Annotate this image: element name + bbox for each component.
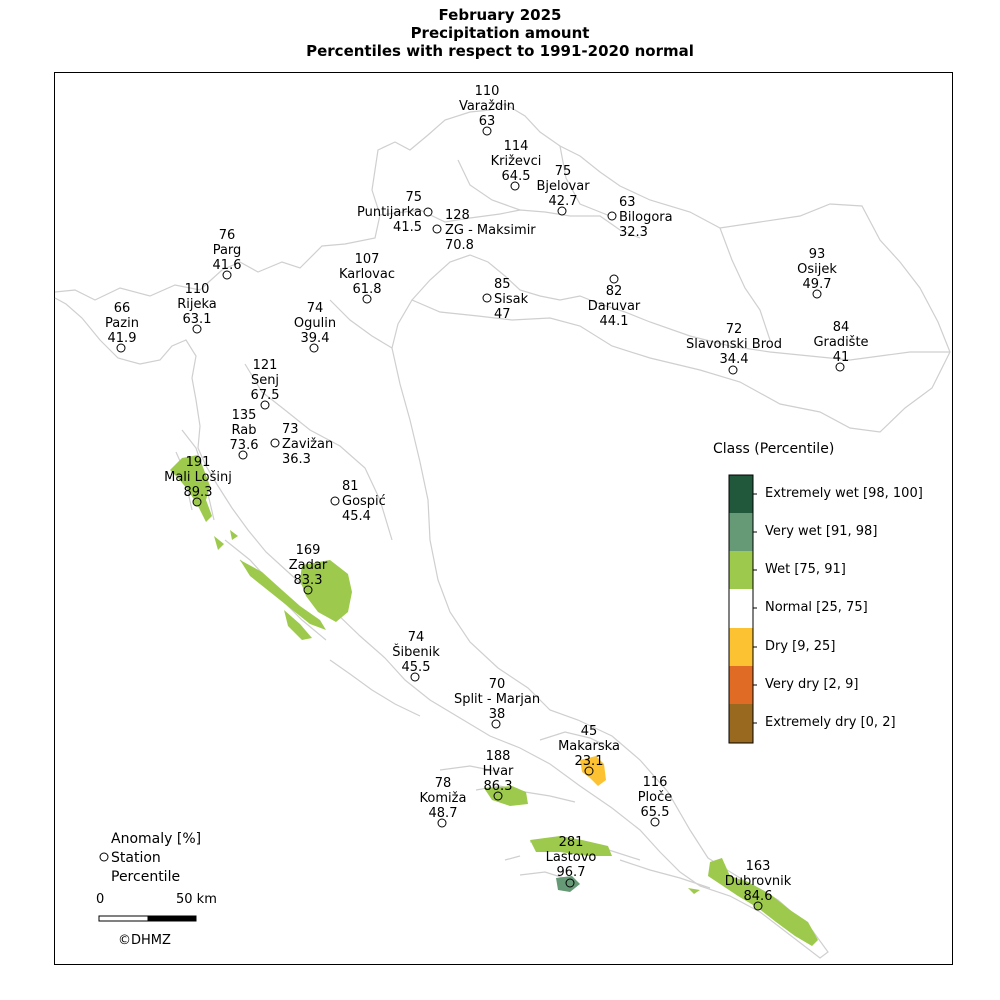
percentile-value: 23.1 [574,754,604,769]
percentile-value: 41.6 [212,258,242,273]
station-name: Puntijarka [357,205,422,220]
station-label-mali-losinj [164,455,232,500]
anomaly-value: 63 [619,195,636,210]
anomaly-value: 114 [503,139,529,154]
anomaly-value: 70 [488,677,506,692]
station-label-sisak [494,277,528,322]
percentile-value: 73.6 [229,438,259,453]
title-line-2: Precipitation amount [410,24,590,42]
percentile-value: 65.5 [640,805,670,820]
station-label-parg [213,228,242,273]
station-label-karlovac [339,252,395,297]
station-legend [111,830,201,887]
station-label-gradiste [813,320,868,365]
legend-title: Class (Percentile) [713,441,835,457]
station-name: Ogulin [293,316,337,331]
percentile-value: 64.5 [501,169,531,184]
station-name: Karlovac [339,267,395,282]
station-name: Dubrovnik [724,874,792,889]
station-label-ogulin [294,301,336,346]
anomaly-value: 74 [407,630,425,645]
station-label-ploce [638,775,673,820]
percentile-value: 86.3 [483,779,513,794]
percentile-value: 39.4 [300,331,330,346]
percentile-value: 42.7 [548,194,578,209]
station-label-varazdin [459,84,515,129]
percentile-value: 67.5 [250,388,280,403]
anomaly-value: 75 [405,190,422,205]
station-marker-daruvar [610,275,618,283]
anomaly-value: 116 [642,775,668,790]
percentile-value: 48.7 [428,806,458,821]
anomaly-value: 93 [808,247,826,262]
anomaly-value: 78 [434,776,452,791]
percentile-value: 44.1 [599,314,629,329]
percentile-value: 34.4 [719,352,749,367]
legend-colorbar [729,475,757,743]
legend-label-very-dry: Very dry [2, 9] [765,677,859,692]
station-legend-percentile: Percentile [111,869,181,885]
station-name: Bjelovar [536,179,590,194]
title-line-3: Percentiles with respect to 1991-2020 normal [306,42,694,60]
percentile-value: 38 [488,707,506,722]
station-label-rijeka [177,282,217,327]
legend-station-marker [100,853,108,861]
station-name: Slavonski Brod [686,337,782,352]
station-label-daruvar [588,284,641,329]
percentile-value: 49.7 [802,277,832,292]
station-marker-zg-maksimir [433,225,441,233]
anomaly-value: 76 [218,228,236,243]
anomaly-value: 188 [485,749,511,764]
percentile-value: 47 [494,307,511,322]
anomaly-value: 72 [725,322,743,337]
anomaly-value: 281 [558,835,584,850]
station-name: Daruvar [587,299,641,314]
anomaly-value: 110 [184,282,210,297]
percentile-value: 45.4 [342,509,371,524]
station-label-bjelovar [536,164,589,209]
percentile-value: 84.6 [743,889,773,904]
station-name: Split - Marjan [453,692,541,707]
station-label-komiza [420,776,467,821]
station-name: Ploče [637,790,673,805]
station-name: ZG - Maksimir [445,223,536,238]
anomaly-value: 128 [445,208,470,223]
scalebar-fifty-label: 50 km [176,892,217,907]
station-name: Šibenik [392,645,440,660]
station-name: Senj [250,373,280,388]
station-name: Hvar [482,764,514,779]
station-marker-lastovo [566,879,574,887]
station-name: Gradište [813,335,869,350]
station-legend-anomaly: Anomaly [%] [111,831,202,847]
legend-label-extremely-dry: Extremely dry [0, 2] [765,715,896,730]
station-label-makarska [558,724,620,769]
percentile-value: 70.8 [445,238,474,253]
station-label-krizevci [491,139,542,184]
station-label-zg-maksimir [445,208,536,253]
station-label-rab [230,408,259,453]
legend-label-dry: Dry [9, 25] [765,639,836,654]
station-name: Komiža [419,791,467,806]
legend-label-very-wet: Very wet [91, 98] [765,524,878,539]
percentile-value: 41 [832,350,850,365]
legend-label-normal: Normal [25, 75] [765,600,868,615]
percentile-value: 32.3 [619,225,648,240]
percentile-value: 41.9 [107,331,137,346]
anomaly-value: 84 [832,320,850,335]
station-label-split-marjan [454,677,540,722]
anomaly-value: 45 [580,724,598,739]
scalebar [99,916,196,921]
station-label-sibenik [392,630,440,675]
station-name: Zadar [288,558,328,573]
station-marker-slavonski-brod [729,366,737,374]
station-label-senj [251,358,280,403]
station-name: Parg [212,243,242,258]
station-label-zavizan [282,422,333,467]
station-name: Varaždin [458,99,516,114]
station-marker-gospic [331,497,339,505]
station-name: Zavižan [282,437,334,452]
percentile-value: 89.3 [183,485,213,500]
station-label-gospic [342,479,386,524]
station-legend-station: Station [111,850,161,866]
station-name: Bilogora [619,210,673,225]
station-marker-zavizan [271,439,279,447]
anomaly-value: 66 [113,301,131,316]
station-label-slavonski-brod [686,322,782,367]
station-name: Lastovo [545,850,597,865]
anomaly-value: 191 [185,455,211,470]
legend-label-wet: Wet [75, 91] [765,562,846,577]
station-marker-sisak [483,294,491,302]
anomaly-value: 163 [745,859,771,874]
anomaly-value: 85 [494,277,511,292]
station-name: Mali Lošinj [164,470,232,485]
station-name: Osijek [797,262,837,277]
anomaly-value: 73 [282,422,299,437]
percentile-value: 96.7 [556,865,586,880]
scalebar-zero-label: 0 [96,892,105,907]
percentile-value: 41.5 [393,220,422,235]
copyright-text: ©DHMZ [118,933,171,948]
station-name: Sisak [494,292,529,307]
percentile-value: 36.3 [282,452,311,467]
legend-label-extremely-wet: Extremely wet [98, 100] [765,486,923,501]
station-name: Gospić [342,494,386,509]
anomaly-value: 82 [605,284,623,299]
anomaly-value: 135 [231,408,257,423]
anomaly-value: 121 [252,358,278,373]
percentile-value: 45.5 [401,660,431,675]
percentile-value: 61.8 [352,282,382,297]
station-label-puntijarka [356,190,422,235]
anomaly-value: 107 [354,252,380,267]
anomaly-value: 110 [474,84,500,99]
anomaly-value: 75 [554,164,572,179]
station-label-zadar [289,543,327,588]
station-name: Rijeka [177,297,217,312]
station-label-hvar [483,749,514,794]
percentile-value: 63.1 [182,312,212,327]
anomaly-value: 169 [295,543,321,558]
station-label-lastovo [546,835,597,880]
percentile-value: 83.3 [293,573,323,588]
station-label-osijek [797,247,837,292]
anomaly-value: 74 [306,301,324,316]
percentile-value: 63 [478,114,496,129]
station-name: Križevci [490,154,542,169]
station-name: Makarska [558,739,620,754]
title-line-1: February 2025 [438,6,562,24]
station-label-bilogora [619,195,673,240]
anomaly-value: 81 [342,479,359,494]
station-marker-puntijarka [424,208,432,216]
station-name: Rab [231,423,257,438]
station-marker-bilogora [608,212,616,220]
station-label-pazin [105,301,139,346]
station-name: Pazin [105,316,139,331]
station-label-dubrovnik [725,859,792,904]
